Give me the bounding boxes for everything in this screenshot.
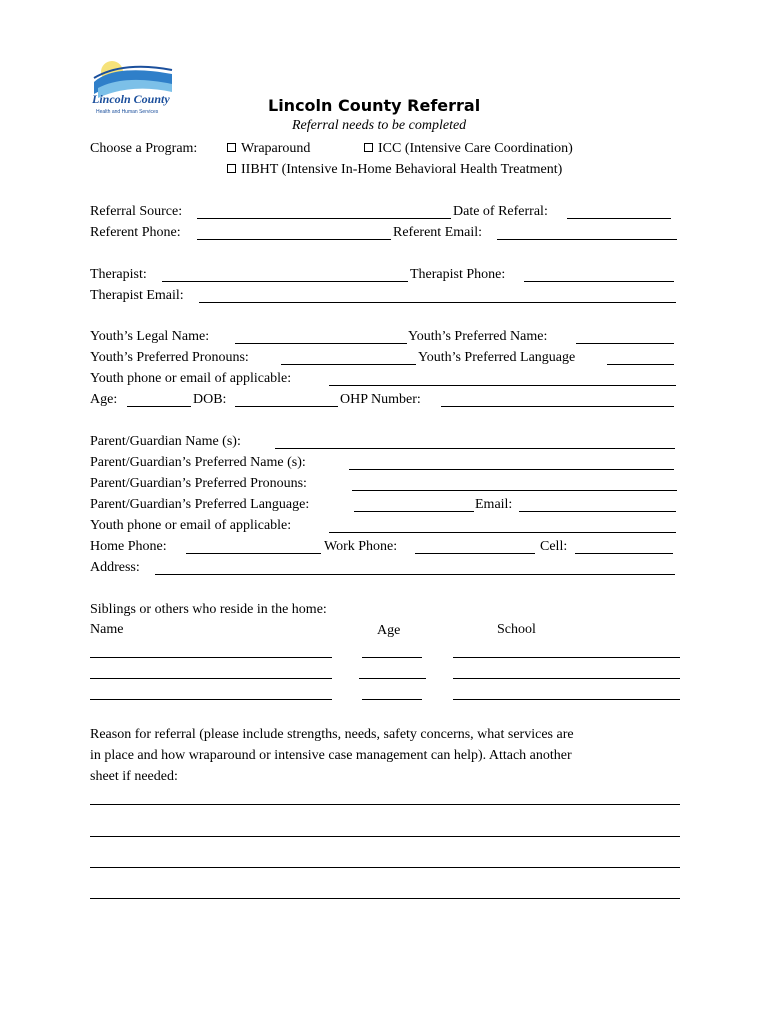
work-phone-label: Work Phone:	[324, 539, 398, 554]
referent-phone-field[interactable]	[197, 239, 391, 240]
sibling-1-age-field[interactable]	[362, 657, 422, 658]
therapist-phone-field[interactable]	[524, 281, 674, 282]
referral-source-label: Referral Source:	[90, 204, 183, 219]
home-phone-field[interactable]	[186, 553, 321, 554]
program-option-wraparound[interactable]	[227, 140, 310, 158]
guardian-youth-contact-label: Youth phone or email of applicable:	[90, 518, 292, 533]
cell-field[interactable]	[575, 553, 673, 554]
checkbox-wraparound[interactable]	[227, 143, 236, 152]
page-title: Lincoln County Referral	[268, 96, 481, 115]
referral-date-label: Date of Referral:	[453, 204, 548, 219]
reason-line-3-field[interactable]	[90, 867, 680, 868]
dob-field[interactable]	[235, 406, 338, 407]
program-option-iibht[interactable]	[227, 161, 562, 179]
guardian-name-field[interactable]	[275, 448, 675, 449]
reason-text-line-2: in place and how wraparound or intensive case management can help). Attach another	[90, 748, 572, 763]
reason-line-4-field[interactable]	[90, 898, 680, 899]
address-label: Address:	[90, 560, 140, 575]
option-label: IIBHT (Intensive In-Home Behavioral Health Treatment)	[241, 162, 563, 177]
therapist-email-label: Therapist Email:	[90, 288, 184, 303]
siblings-col-age: Age	[377, 623, 401, 638]
sibling-3-name-field[interactable]	[90, 699, 332, 700]
youth-pronouns-label: Youth’s Preferred Pronouns:	[90, 350, 249, 365]
therapist-field[interactable]	[162, 281, 408, 282]
address-field[interactable]	[155, 574, 675, 575]
lincoln-county-logo	[90, 58, 174, 120]
reason-line-2-field[interactable]	[90, 836, 680, 837]
youth-language-field[interactable]	[607, 364, 674, 365]
therapist-phone-label: Therapist Phone:	[410, 267, 506, 282]
guardian-pronouns-label: Parent/Guardian’s Preferred Pronouns:	[90, 476, 307, 491]
sibling-2-school-field[interactable]	[453, 678, 680, 679]
guardian-email-field[interactable]	[519, 511, 676, 512]
guardian-preferred-name-label: Parent/Guardian’s Preferred Name (s):	[90, 455, 306, 470]
page-subtitle: Referral needs to be completed	[292, 118, 467, 133]
reason-text-line-3: sheet if needed:	[90, 769, 178, 784]
guardian-name-label: Parent/Guardian Name (s):	[90, 434, 241, 449]
guardian-pronouns-field[interactable]	[352, 490, 677, 491]
sibling-1-name-field[interactable]	[90, 657, 332, 658]
reason-text-line-1: Reason for referral (please include strengths, needs, safety concerns, what services are	[90, 727, 574, 742]
siblings-col-school: School	[497, 622, 536, 637]
reason-line-1-field[interactable]	[90, 804, 680, 805]
youth-language-label: Youth’s Preferred Language	[418, 350, 576, 365]
guardian-email-label: Email:	[475, 497, 513, 512]
sibling-3-age-field[interactable]	[362, 699, 422, 700]
youth-preferred-name-field[interactable]	[576, 343, 674, 344]
guardian-youth-contact-field[interactable]	[329, 532, 676, 533]
youth-legal-name-field[interactable]	[235, 343, 407, 344]
age-label: Age:	[90, 392, 118, 407]
guardian-language-label: Parent/Guardian’s Preferred Language:	[90, 497, 310, 512]
checkbox-icc[interactable]	[364, 143, 373, 152]
program-label: Choose a Program:	[90, 141, 198, 156]
referent-email-field[interactable]	[497, 239, 677, 240]
sibling-2-age-field[interactable]	[359, 678, 426, 679]
checkbox-iibht[interactable]	[227, 164, 236, 173]
sibling-3-school-field[interactable]	[453, 699, 680, 700]
siblings-col-name: Name	[90, 622, 124, 637]
referent-email-label: Referent Email:	[393, 225, 483, 240]
option-label: Wraparound	[241, 141, 311, 156]
siblings-heading: Siblings or others who reside in the home:	[90, 602, 327, 617]
youth-legal-name-label: Youth’s Legal Name:	[90, 329, 210, 344]
therapist-email-field[interactable]	[199, 302, 676, 303]
dob-label: DOB:	[193, 392, 227, 407]
referral-source-field[interactable]	[197, 218, 451, 219]
sibling-2-name-field[interactable]	[90, 678, 332, 679]
therapist-label: Therapist:	[90, 267, 147, 282]
guardian-language-field[interactable]	[354, 511, 474, 512]
logo-name: Lincoln County	[92, 92, 170, 106]
youth-pronouns-field[interactable]	[281, 364, 416, 365]
referral-date-field[interactable]	[567, 218, 671, 219]
work-phone-field[interactable]	[415, 553, 535, 554]
ohp-number-label: OHP Number:	[340, 392, 421, 407]
home-phone-label: Home Phone:	[90, 539, 167, 554]
youth-contact-label: Youth phone or email of applicable:	[90, 371, 292, 386]
ohp-number-field[interactable]	[441, 406, 674, 407]
cell-label: Cell:	[540, 539, 568, 554]
guardian-preferred-name-field[interactable]	[349, 469, 674, 470]
logo-tagline: Health and Human Services	[96, 109, 159, 115]
referent-phone-label: Referent Phone:	[90, 225, 181, 240]
youth-contact-field[interactable]	[329, 385, 676, 386]
sibling-1-school-field[interactable]	[453, 657, 680, 658]
option-label: ICC (Intensive Care Coordination)	[378, 141, 573, 156]
youth-preferred-name-label: Youth’s Preferred Name:	[408, 329, 548, 344]
age-field[interactable]	[127, 406, 191, 407]
program-option-icc[interactable]	[364, 140, 573, 158]
